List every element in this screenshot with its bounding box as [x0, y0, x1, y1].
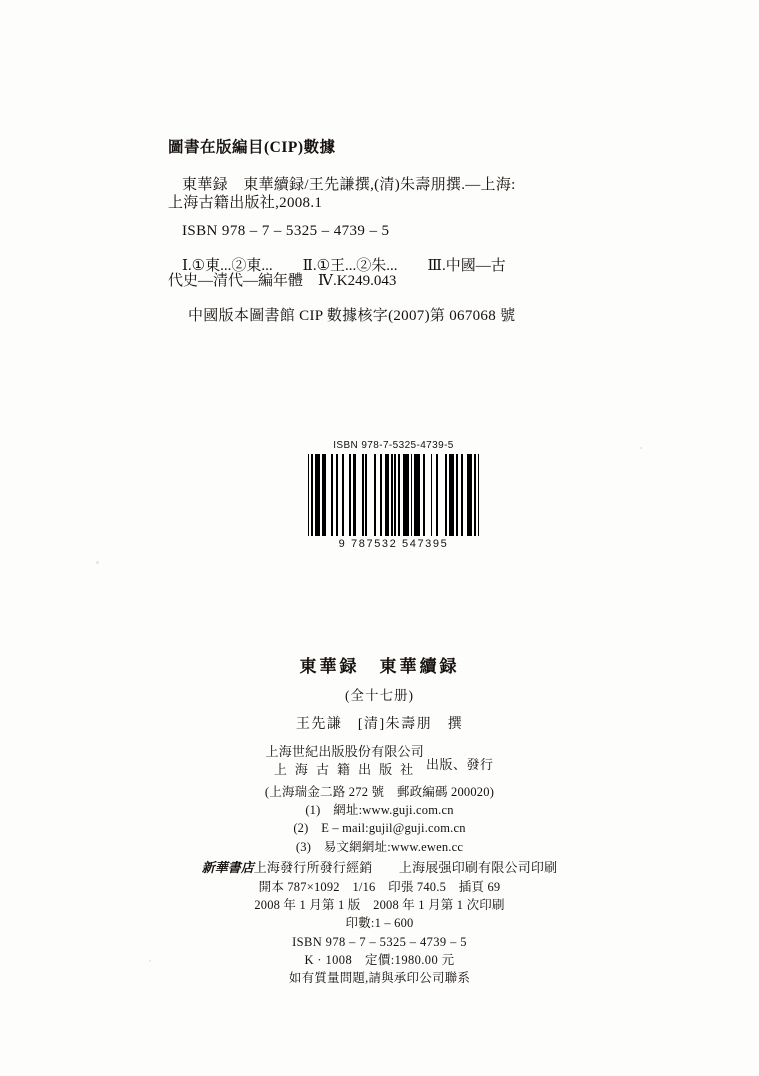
cip-title-line: 東華録 東華續録/王先謙撰,(清)朱壽朋撰.—上海:: [182, 176, 516, 193]
colophon-block: [0, 655, 759, 987]
print-run: 印數:1 – 600: [345, 915, 414, 930]
website-line-3: (3) 易文網網址:www.ewen.cc: [295, 839, 464, 854]
cip-block: [168, 140, 598, 324]
publisher-row: [266, 743, 494, 781]
barcode-label: ISBN 978-7-5325-4739-5: [333, 440, 454, 451]
edition-info: 2008 年 1 月第 1 版 2008 年 1 月第 1 次印刷: [254, 897, 505, 912]
publisher-press: 上 海 古 籍 出 版 社: [273, 762, 416, 778]
distributor-text: 上海發行所發行經銷 上海展强印刷有限公司印刷: [253, 859, 558, 875]
publisher-suffix: 出版、發行: [425, 757, 494, 773]
website-line-2: (2) E – mail:gujil@guji.com.cn: [293, 821, 466, 836]
cip-cn-number: 中國版本圖書館 CIP 數據核字(2007)第 067068 號: [188, 307, 516, 324]
cip-publisher-line: 上海古籍出版社,2008.1: [168, 194, 323, 211]
publisher-company: 上海世紀出版股份有限公司: [265, 743, 424, 759]
distributor-line: [0, 859, 759, 878]
website-line-1: (1) 網址:www.guji.com.cn: [305, 803, 454, 818]
print-spec: 開本 787×1092 1/16 印張 740.5 插頁 69: [258, 879, 501, 894]
colophon-authors: 王先謙 [清]朱壽朋 撰: [295, 717, 464, 733]
xinhua-logo-text: 新華書店: [201, 859, 254, 875]
cip-isbn: ISBN 978 – 7 – 5325 – 4739 – 5: [182, 222, 390, 239]
colophon-isbn: ISBN 978 – 7 – 5325 – 4739 – 5: [292, 934, 467, 949]
cip-heading: 圖書在版編目(CIP)數據: [168, 139, 336, 156]
cip-classification-line-2: 代史—清代—編年體 Ⅳ.K249.043: [168, 272, 397, 289]
barcode-bars: [308, 454, 480, 536]
scan-speckle: [96, 561, 99, 564]
quality-note: 如有質量問題,請與承印公司聯系: [288, 971, 471, 986]
cip-classification-line-1: Ⅰ.①東...②東... Ⅱ.①王...②朱... Ⅲ.中國—古: [182, 257, 506, 274]
colophon-volumes: (全十七册): [345, 687, 414, 703]
colophon-title: 東華録 東華續録: [299, 657, 460, 676]
isbn-barcode: [306, 440, 481, 550]
scan-speckle: [640, 447, 642, 449]
barcode-digits: 9 787532 547395: [338, 538, 449, 550]
colophon-price: K · 1008 定價:1980.00 元: [304, 953, 455, 968]
publisher-names: [266, 743, 424, 781]
publisher-address: (上海瑞金二路 272 號 郵政編碼 200020): [264, 785, 495, 800]
